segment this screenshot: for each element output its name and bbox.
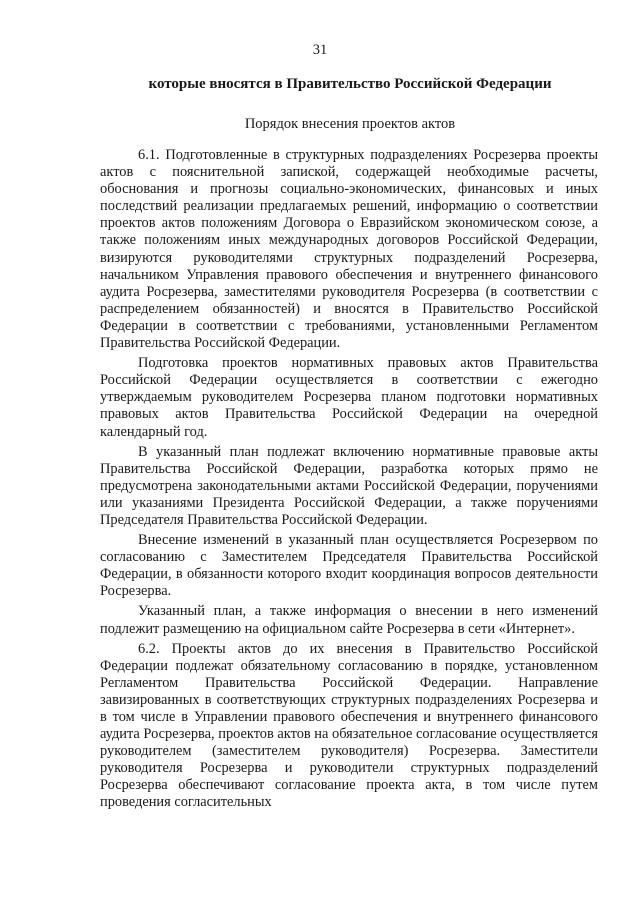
paragraph-6-2: 6.2. Проекты актов до их внесения в Правительство Российской Федерации подлежат обязательному согласованию в порядке, установленном Регламентом Правительства Российской Федерации. Направление завизированных в соответствующих структурных подразделениях Росрезерва и в том числе в Управлении правового обеспечения и внутреннего финансового аудита Росрезерва, проектов актов на обязательное согласование осуществляется руководителем (заместителем руководителя) Росрезерва. Заместители руководителя Росрезерва и руководители структурных подразделений Росрезерва обеспечивают согласование проекта акта, в том числе путем проведения согласительных [100,640,598,811]
paragraph-plan-changes: Внесение изменений в указанный план осуществляется Росрезервом по согласованию с Заместителем Председателя Правительства Российской Федерации, в обязанности которого входит координация вопросов деятельности Росрезерва. [100,532,598,600]
paragraph-plan-publication: Указанный план, а также информация о внесении в него изменений подлежит размещению на официальном сайте Росрезерва в сети «Интернет». [100,603,598,637]
paragraph-plan-inclusion: В указанный план подлежат включению нормативные правовые акты Правительства Российской Федерации, разработка которых прямо не предусмотрена законодательными актами Российской Федерации, поручениями или указаниями Президента Российской Федерации, а также поручениями Председателя Правительства Российской Федерации. [100,443,598,528]
body-text [100,147,598,812]
section-subheading: Порядок внесения проектов актов [244,116,456,132]
paragraph-plan-preparation: Подготовка проектов нормативных правовых актов Правительства Российской Федерации осуществляется в соответствии с ежегодно утверждаемым руководителем Росрезерва планом подготовки нормативных правовых актов Правительства Российской Федерации на очередной календарный год. [100,355,598,440]
section-heading: которые вносятся в Правительство Российской Федерации [148,76,552,92]
paragraph-6-1: 6.1. Подготовленные в структурных подразделениях Росрезерва проекты актов с пояснительной запиской, содержащей необходимые расчеты, обоснования и прогнозы социально-экономических, финансовых и иных последствий реализации предлагаемых решений, информацию о соответствии проектов актов положениям Договора о Евразийском экономическом союзе, а также положениям иных международных договоров Российской Федерации, визируются руководителями структурных подразделений Росрезерва, начальником Управления правового обеспечения и внутреннего финансового аудита Росрезерва, заместителями руководителя Росрезерва (в соответствии с распределением обязанностей) и вносятся в Правительство Российской Федерации в соответствии с требованиями, установленными Регламентом Правительства Российской Федерации. [100,147,598,352]
page-number: 31 [312,42,328,58]
